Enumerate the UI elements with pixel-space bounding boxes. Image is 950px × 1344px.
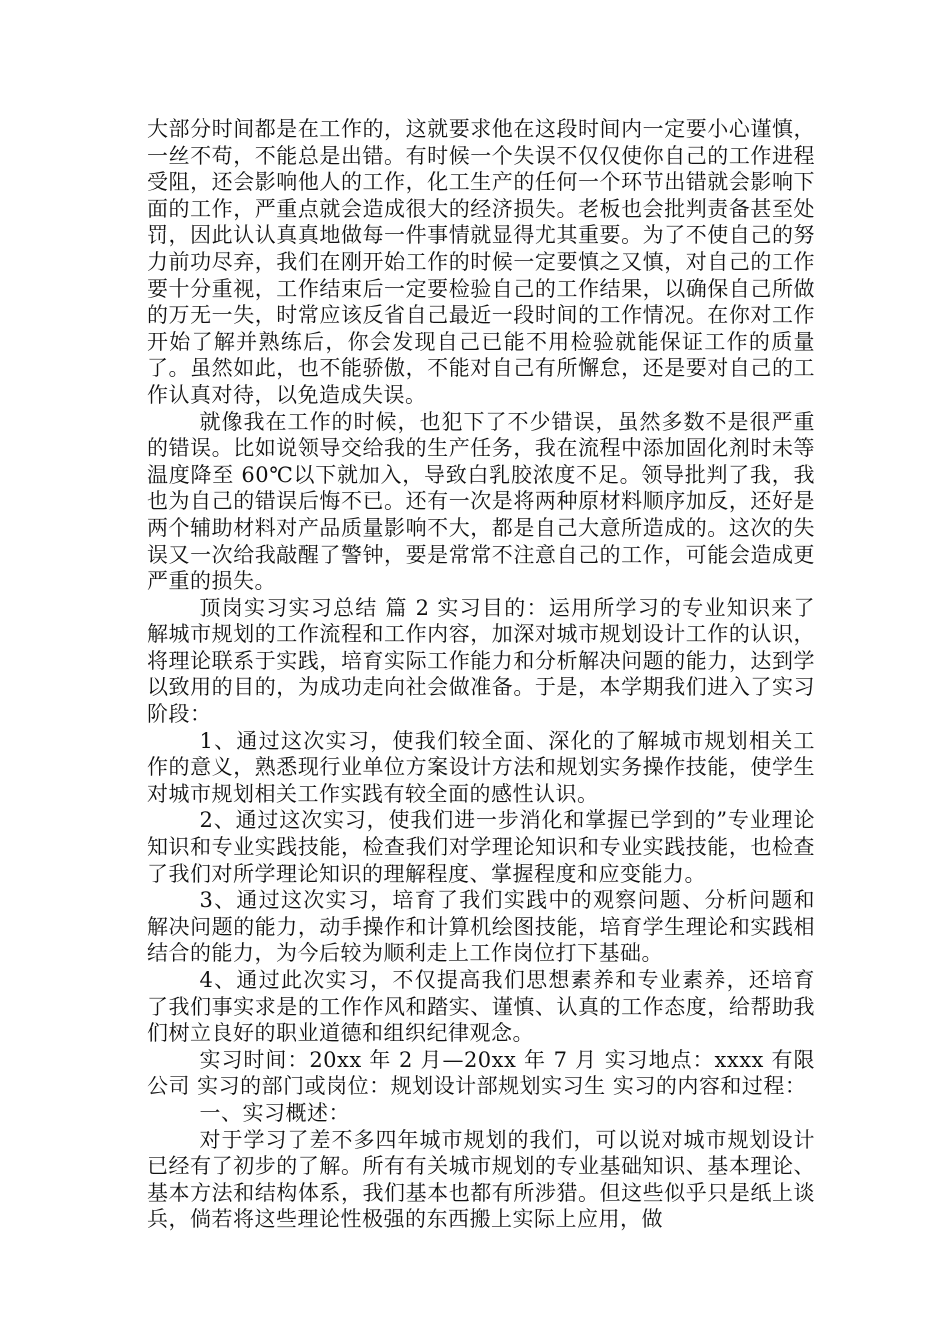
section-heading: 一、实习概述： [199, 1100, 350, 1125]
paragraph: 就像我在工作的时候，也犯下了不少错误，虽然多数不是很严重的错误。比如说领导交给我的生产任务，我在流程中添加固化剂时未等温度降至 60℃以下就加入，导致白乳胶浓度不足。领导批判了我，我也为自己的错误后悔不已。还有一次是将两种原材料顺序加反，还好是两个辅助材料对产品质量影响不大，都是自己大意所造成的。这次的失误又一次给我敲醒了警钟，要是常常不注意自己的工作，可能会造成更严重的损失。 [147, 409, 815, 594]
document-body [147, 116, 815, 1233]
paragraph: 大部分时间都是在工作的，这就要求他在这段时间内一定要小心谨慎，一丝不苟，不能总是出错。有时候一个失误不仅仅使你自己的工作进程受阻，还会影响他人的工作，化工生产的任何一个环节出错就会影响下面的工作，严重点就会造成很大的经济损失。老板也会批判责备甚至处罚，因此认认真真地做每一件事情就显得尤其重要。为了不使自己的努力前功尽弃，我们在刚开始工作的时候一定要慎之又慎，对自己的工作要十分重视，工作结束后一定要检验自己的工作结果，以确保自己所做的万无一失，时常应该反省自己最近一段时间的工作情况。在你对工作开始了解并熟练后，你会发现自己已能不用检验就能保证工作的质量了。虽然如此，也不能骄傲，不能对自己有所懈怠，还是要对自己的工作认真对待，以免造成失误。 [147, 117, 815, 407]
paragraph: 2、通过这次实习，使我们进一步消化和掌握已学到的”专业理论知识和专业实践技能，检查我们对学理论知识和专业实践技能，也检查了我们对所学理论知识的理解程度、掌握程度和应变能力。 [147, 808, 815, 886]
paragraph: 对于学习了差不多四年城市规划的我们，可以说对城市规划设计已经有了初步的了解。所有有关城市规划的专业基础知识、基本理论、基本方法和结构体系，我们基本也都有所涉猎。但这些似乎只是纸上谈兵，倘若将这些理论性极强的东西搬上实际上应用，做 [147, 1127, 815, 1232]
paragraph: 顶岗实习实习总结 篇 2 实习目的：运用所学习的专业知识来了解城市规划的工作流程和工作内容，加深对城市规划设计工作的认识，将理论联系于实践，培育实际工作能力和分析解决问题的能力，达到学以致用的目的，为成功走向社会做准备。于是，本学期我们进入了实习阶段： [147, 595, 815, 727]
paragraph: 4、通过此次实习，不仅提高我们思想素养和专业素养，还培育了我们事实求是的工作作风和踏实、谨慎、认真的工作态度，给帮助我们树立良好的职业道德和组织纪律观念。 [147, 968, 815, 1046]
paragraph: 1、通过这次实习，使我们较全面、深化的了解城市规划相关工作的意义，熟悉现行业单位方案设计方法和规划实务操作技能，使学生对城市规划相关工作实践有较全面的感性认识。 [147, 728, 815, 806]
paragraph: 实习时间：20xx 年 2 月—20xx 年 7 月 实习地点：xxxx 有限公司 实习的部门或岗位：规划设计部规划实习生 实习的内容和过程： [147, 1047, 815, 1099]
paragraph: 3、通过这次实习，培育了我们实践中的观察问题、分析问题和解决问题的能力，动手操作和计算机绘图技能，培育学生理论和实践相结合的能力，为今后较为顺利走上工作岗位打下基础。 [147, 888, 815, 966]
